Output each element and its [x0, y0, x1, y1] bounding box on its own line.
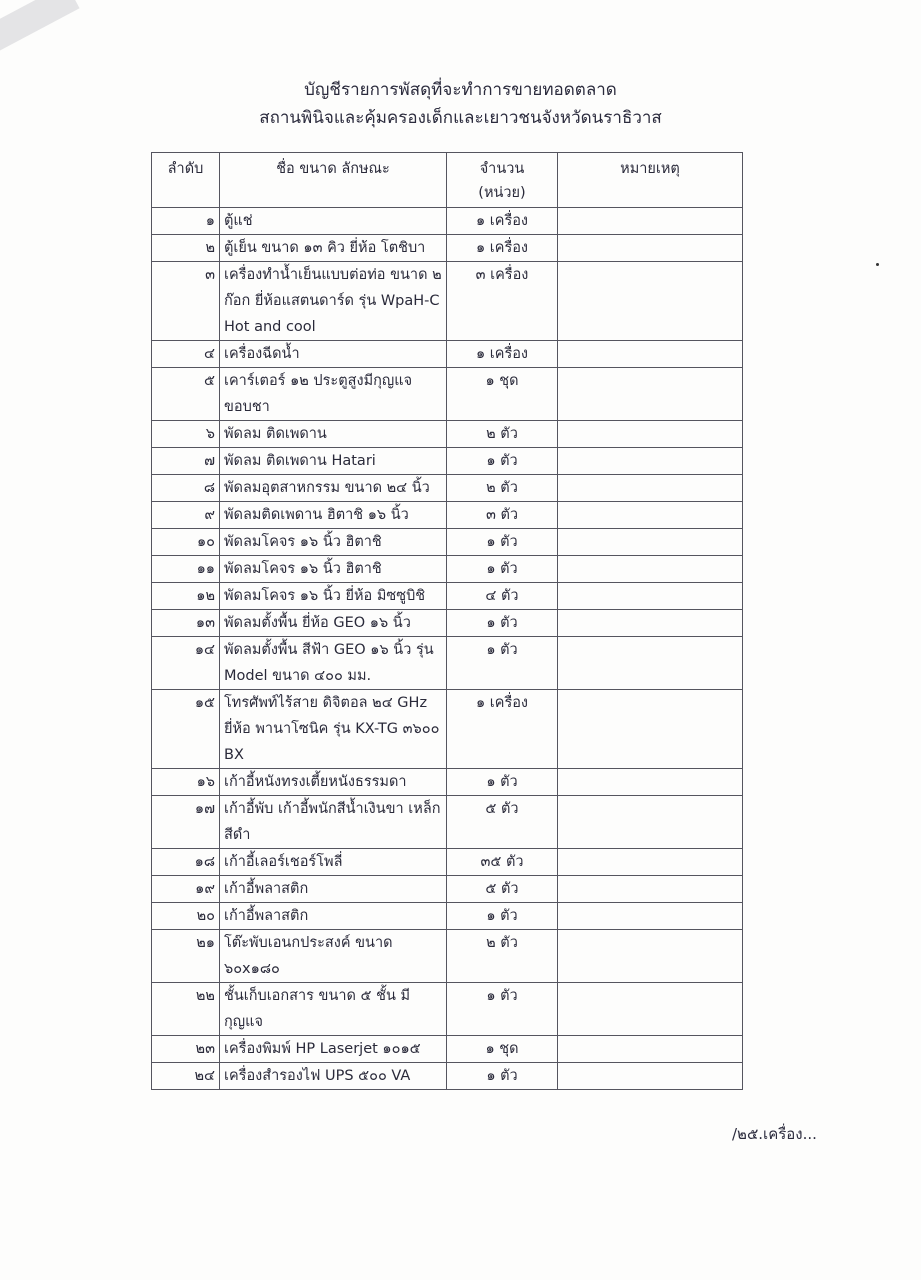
row-no: ๑๖	[152, 769, 220, 796]
row-qty: ๑ ตัว	[447, 983, 558, 1036]
row-remark	[558, 876, 743, 903]
document-subtitle: สถานพินิจและคุ้มครองเด็กและเยาวชนจังหวัดนราธิวาส	[259, 108, 662, 128]
header-qty	[447, 153, 558, 208]
row-qty: ๑ ตัว	[447, 448, 558, 475]
table-row	[152, 983, 743, 1036]
row-remark	[558, 1063, 743, 1090]
row-no: ๑๑	[152, 556, 220, 583]
row-no: ๓	[152, 262, 220, 341]
row-qty: ๓ เครื่อง	[447, 262, 558, 341]
table-row	[152, 769, 743, 796]
row-qty: ๑ ตัว	[447, 556, 558, 583]
row-no: ๗	[152, 448, 220, 475]
row-name: พัดลมโคจร ๑๖ นิ้ว ฮิตาชิ	[220, 556, 447, 583]
table-row	[152, 903, 743, 930]
row-no: ๑๗	[152, 796, 220, 849]
items-body	[152, 208, 743, 1090]
row-no: ๔	[152, 341, 220, 368]
scan-speck	[876, 263, 879, 266]
row-no: ๒๒	[152, 983, 220, 1036]
table-row	[152, 1063, 743, 1090]
row-qty: ๑ ตัว	[447, 610, 558, 637]
row-remark	[558, 983, 743, 1036]
row-qty: ๓๕ ตัว	[447, 849, 558, 876]
row-qty: ๕ ตัว	[447, 876, 558, 903]
row-name: ตู้แช่	[220, 208, 447, 235]
row-name: เครื่องฉีดน้ำ	[220, 341, 447, 368]
header-qty-line2: (หน่วย)	[478, 185, 526, 201]
table-row	[152, 529, 743, 556]
table-header-row	[152, 153, 743, 208]
row-no: ๑๐	[152, 529, 220, 556]
row-qty: ๑ ตัว	[447, 903, 558, 930]
header-name: ชื่อ ขนาด ลักษณะ	[220, 153, 447, 208]
row-qty: ๓ ตัว	[447, 502, 558, 529]
row-name: เก้าอี้พลาสติก	[220, 876, 447, 903]
table-row	[152, 368, 743, 421]
row-name: พัดลม ติดเพดาน	[220, 421, 447, 448]
table-row	[152, 583, 743, 610]
row-name: เก้าอี้พับ เก้าอี้พนักสีน้ำเงินขา เหล็กสีดำ	[220, 796, 447, 849]
row-qty: ๑ เครื่อง	[447, 208, 558, 235]
row-no: ๒๓	[152, 1036, 220, 1063]
row-remark	[558, 849, 743, 876]
row-qty: ๑ ชุด	[447, 368, 558, 421]
row-remark	[558, 421, 743, 448]
row-no: ๘	[152, 475, 220, 502]
row-name: เคาร์เตอร์ ๑๒ ประตูสูงมีกุญแจ ขอบชา	[220, 368, 447, 421]
row-remark	[558, 903, 743, 930]
row-no: ๑๙	[152, 876, 220, 903]
table-row	[152, 556, 743, 583]
table-row	[152, 876, 743, 903]
table-row	[152, 421, 743, 448]
header-no: ลำดับ	[152, 153, 220, 208]
row-remark	[558, 502, 743, 529]
table-row	[152, 796, 743, 849]
row-no: ๒๑	[152, 930, 220, 983]
document-title: บัญชีรายการพัสดุที่จะทำการขายทอดตลาด	[304, 80, 617, 100]
items-table	[151, 152, 743, 1090]
row-name: พัดลมติดเพดาน ฮิตาชิ ๑๖ นิ้ว	[220, 502, 447, 529]
row-qty: ๒ ตัว	[447, 421, 558, 448]
row-name: พัดลมโคจร ๑๖ นิ้ว ยี่ห้อ มิซซูบิชิ	[220, 583, 447, 610]
row-name: เก้าอี้หนังทรงเตี้ยหนังธรรมดา	[220, 769, 447, 796]
table-row	[152, 637, 743, 690]
row-name: เครื่องพิมพ์ HP Laserjet ๑๐๑๕	[220, 1036, 447, 1063]
row-no: ๙	[152, 502, 220, 529]
row-name: พัดลมตั้งพื้น ยี่ห้อ GEO ๑๖ นิ้ว	[220, 610, 447, 637]
row-remark	[558, 448, 743, 475]
row-remark	[558, 208, 743, 235]
row-name: เก้าอี้เลอร์เชอร์โพลี่	[220, 849, 447, 876]
row-qty: ๑ ตัว	[447, 769, 558, 796]
row-qty: ๑ เครื่อง	[447, 235, 558, 262]
row-remark	[558, 637, 743, 690]
row-qty: ๑ ชุด	[447, 1036, 558, 1063]
row-name: เครื่องสำรองไฟ UPS ๕๐๐ VA	[220, 1063, 447, 1090]
table-row	[152, 235, 743, 262]
row-no: ๑๒	[152, 583, 220, 610]
row-name: เก้าอี้พลาสติก	[220, 903, 447, 930]
row-no: ๒	[152, 235, 220, 262]
row-qty: ๑ เครื่อง	[447, 690, 558, 769]
row-remark	[558, 262, 743, 341]
row-no: ๑	[152, 208, 220, 235]
row-qty: ๑ เครื่อง	[447, 341, 558, 368]
row-no: ๖	[152, 421, 220, 448]
row-name: เครื่องทำน้ำเย็นแบบต่อท่อ ขนาด ๒ ก๊อก ยี่ห้อแสตนดาร์ด รุ่น WpaH-C Hot and cool	[220, 262, 447, 341]
header-remark: หมายเหตุ	[558, 153, 743, 208]
row-remark	[558, 475, 743, 502]
row-remark	[558, 610, 743, 637]
table-row	[152, 1036, 743, 1063]
row-name: พัดลมตั้งพื้น สีฟ้า GEO ๑๖ นิ้ว รุ่น Model ขนาด ๔๐๐ มม.	[220, 637, 447, 690]
table-row	[152, 610, 743, 637]
row-no: ๕	[152, 368, 220, 421]
row-no: ๒๐	[152, 903, 220, 930]
row-remark	[558, 556, 743, 583]
row-name: โต๊ะพับเอนกประสงค์ ขนาด ๖๐x๑๘๐	[220, 930, 447, 983]
header-qty-line1: จำนวน	[479, 161, 525, 177]
row-name: พัดลมอุตสาหกรรม ขนาด ๒๔ นิ้ว	[220, 475, 447, 502]
row-no: ๑๔	[152, 637, 220, 690]
row-remark	[558, 368, 743, 421]
row-qty: ๒ ตัว	[447, 475, 558, 502]
table-row	[152, 208, 743, 235]
row-name: ตู้เย็น ขนาด ๑๓ คิว ยี่ห้อ โตชิบา	[220, 235, 447, 262]
row-qty: ๕ ตัว	[447, 796, 558, 849]
row-remark	[558, 769, 743, 796]
row-name: พัดลม ติดเพดาน Hatari	[220, 448, 447, 475]
row-no: ๒๔	[152, 1063, 220, 1090]
row-remark	[558, 796, 743, 849]
row-no: ๑๘	[152, 849, 220, 876]
table-row	[152, 448, 743, 475]
row-qty: ๑ ตัว	[447, 529, 558, 556]
continuation-note: /๒๕.เครื่อง...	[732, 1125, 817, 1143]
table-row	[152, 690, 743, 769]
row-remark	[558, 583, 743, 610]
row-remark	[558, 930, 743, 983]
row-remark	[558, 1036, 743, 1063]
row-no: ๑๕	[152, 690, 220, 769]
row-qty: ๔ ตัว	[447, 583, 558, 610]
row-name: โทรศัพท์ไร้สาย ดิจิตอล ๒๔ GHz ยี่ห้อ พานาโซนิค รุ่น KX-TG ๓๖๐๐ BX	[220, 690, 447, 769]
row-qty: ๑ ตัว	[447, 1063, 558, 1090]
table-row	[152, 262, 743, 341]
row-name: ชั้นเก็บเอกสาร ขนาด ๕ ชั้น มี กุญแจ	[220, 983, 447, 1036]
row-name: พัดลมโคจร ๑๖ นิ้ว ฮิตาชิ	[220, 529, 447, 556]
scan-corner-shadow	[0, 0, 80, 65]
row-no: ๑๓	[152, 610, 220, 637]
row-qty: ๒ ตัว	[447, 930, 558, 983]
table-row	[152, 341, 743, 368]
row-remark	[558, 235, 743, 262]
table-row	[152, 502, 743, 529]
table-row	[152, 930, 743, 983]
row-remark	[558, 690, 743, 769]
table-row	[152, 475, 743, 502]
table-row	[152, 849, 743, 876]
row-qty: ๑ ตัว	[447, 637, 558, 690]
row-remark	[558, 529, 743, 556]
row-remark	[558, 341, 743, 368]
